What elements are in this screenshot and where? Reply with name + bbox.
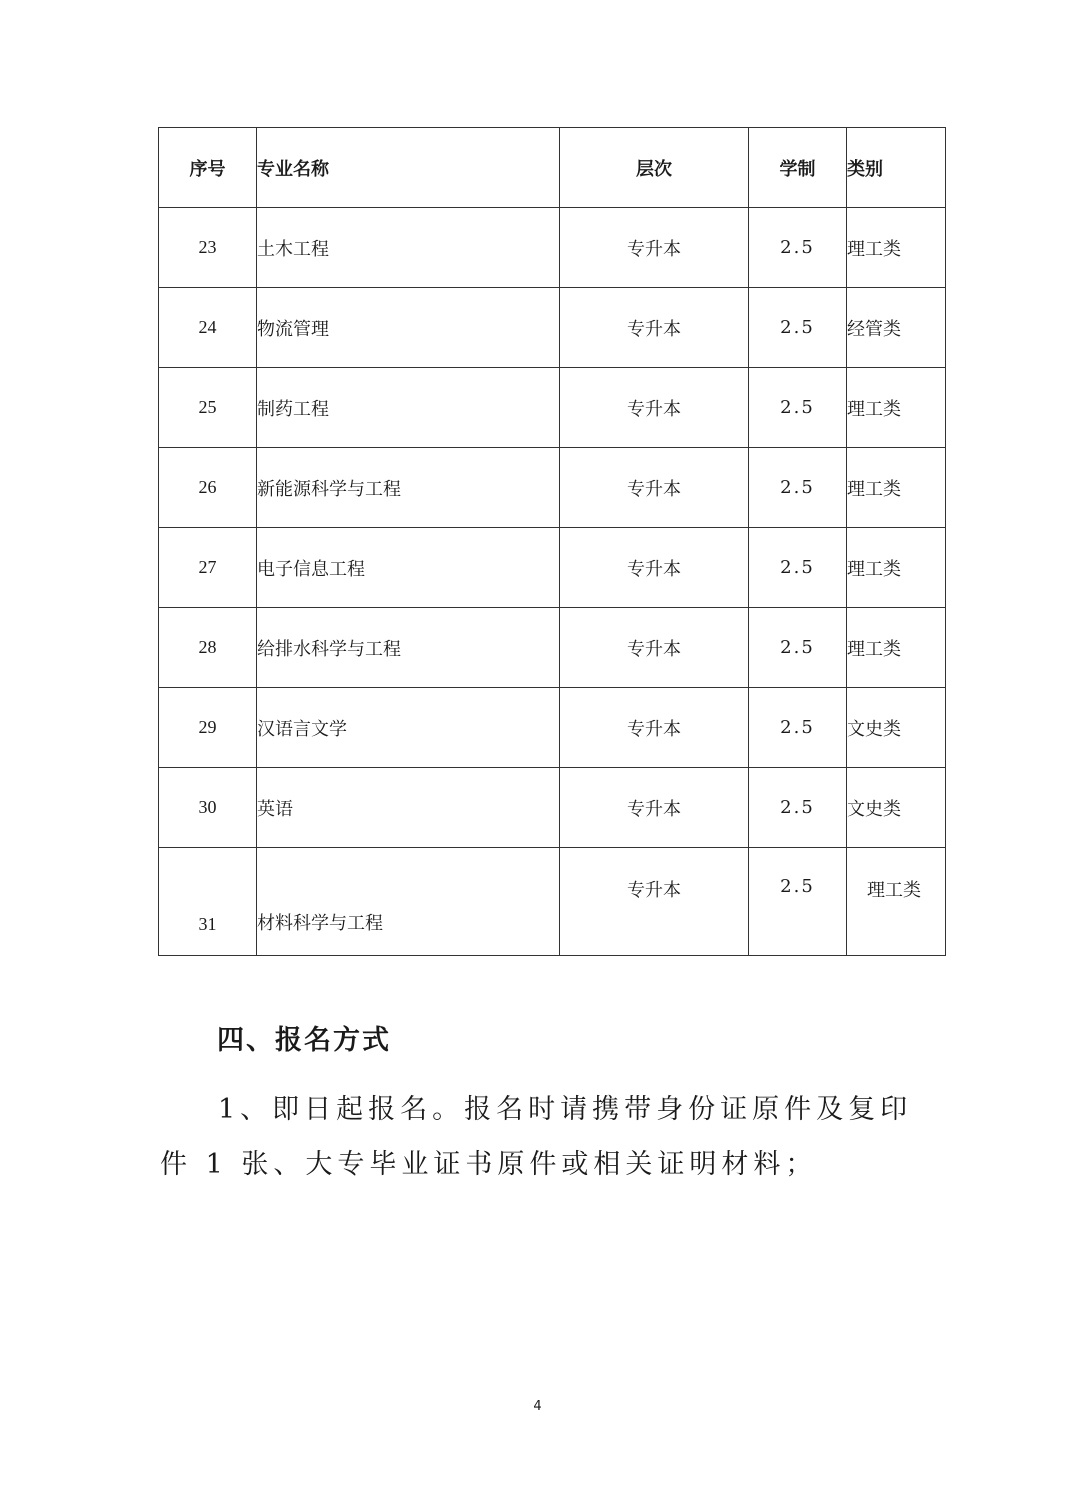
- header-level: 层次: [560, 128, 749, 208]
- cell-years: 2.5: [749, 688, 847, 768]
- cell-level: 专升本: [560, 528, 749, 608]
- cell-years: 2.5: [749, 448, 847, 528]
- cell-name: 英语: [257, 768, 560, 848]
- header-category: 类别: [847, 128, 946, 208]
- table-row: [159, 608, 946, 688]
- majors-table: [158, 127, 946, 956]
- cell-level: 专升本: [560, 608, 749, 688]
- header-seq: 序号: [159, 128, 257, 208]
- table-row: [159, 368, 946, 448]
- table-header-row: [159, 128, 946, 208]
- cell-category: 理工类: [847, 848, 946, 956]
- cell-seq: 29: [159, 688, 257, 768]
- cell-seq: 26: [159, 448, 257, 528]
- cell-name: 给排水科学与工程: [257, 608, 560, 688]
- cell-name: 新能源科学与工程: [257, 448, 560, 528]
- table-row: [159, 528, 946, 608]
- cell-level: 专升本: [560, 368, 749, 448]
- cell-seq: 27: [159, 528, 257, 608]
- cell-level: 专升本: [560, 448, 749, 528]
- cell-years: 2.5: [749, 368, 847, 448]
- cell-years: 2.5: [749, 768, 847, 848]
- table-row: [159, 848, 946, 956]
- cell-level: 专升本: [560, 848, 749, 956]
- cell-name: 材料科学与工程: [257, 848, 560, 956]
- table-row: [159, 288, 946, 368]
- cell-name: 土木工程: [257, 208, 560, 288]
- cell-name: 电子信息工程: [257, 528, 560, 608]
- cell-category: 理工类: [847, 448, 946, 528]
- table-row: [159, 208, 946, 288]
- cell-name: 汉语言文学: [257, 688, 560, 768]
- cell-seq: 28: [159, 608, 257, 688]
- cell-years: 2.5: [749, 288, 847, 368]
- page-number: 4: [533, 1399, 542, 1414]
- body-paragraph: 1、即日起报名。报名时请携带身份证原件及复印件 1 张、大专毕业证书原件或相关证明材料；: [160, 1094, 913, 1180]
- header-years: 学制: [749, 128, 847, 208]
- table-row: [159, 448, 946, 528]
- table-row: [159, 768, 946, 848]
- cell-name: 物流管理: [257, 288, 560, 368]
- cell-category: 理工类: [847, 208, 946, 288]
- cell-years: 2.5: [749, 608, 847, 688]
- cell-name: 制药工程: [257, 368, 560, 448]
- cell-level: 专升本: [560, 768, 749, 848]
- cell-level: 专升本: [560, 688, 749, 768]
- header-name: 专业名称: [257, 128, 560, 208]
- table-row: [159, 688, 946, 768]
- cell-seq: 31: [159, 848, 257, 956]
- section-heading: 四、报名方式: [217, 1025, 391, 1056]
- cell-seq: 24: [159, 288, 257, 368]
- cell-category: 文史类: [847, 768, 946, 848]
- cell-seq: 30: [159, 768, 257, 848]
- cell-level: 专升本: [560, 208, 749, 288]
- cell-category: 理工类: [847, 528, 946, 608]
- cell-seq: 25: [159, 368, 257, 448]
- cell-category: 文史类: [847, 688, 946, 768]
- cell-years: 2.5: [749, 528, 847, 608]
- cell-category: 经管类: [847, 288, 946, 368]
- cell-category: 理工类: [847, 368, 946, 448]
- cell-seq: 23: [159, 208, 257, 288]
- cell-years: 2.5: [749, 848, 847, 956]
- cell-category: 理工类: [847, 608, 946, 688]
- cell-level: 专升本: [560, 288, 749, 368]
- cell-years: 2.5: [749, 208, 847, 288]
